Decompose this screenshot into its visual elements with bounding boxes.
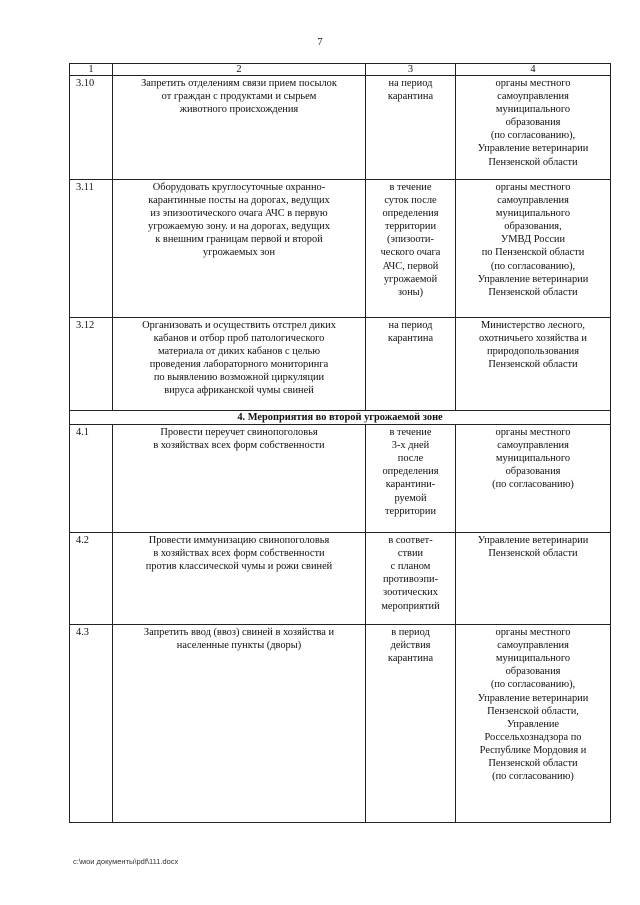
column-header: 1: [70, 64, 113, 76]
section-heading-row: [70, 411, 611, 425]
table-row: [70, 533, 611, 625]
row-responsible: органы местного самоуправления муниципального образования (по согласованию): [456, 425, 611, 533]
row-number: 3.10: [70, 76, 113, 180]
row-term: на период карантина: [366, 76, 456, 180]
row-responsible: органы местного самоуправления муниципального образования, УМВД России по Пензенской области (по согласованию), Управление ветеринарии Пензенской области: [456, 180, 611, 318]
row-responsible: Министерство лесного, охотничьего хозяйства и природопользования Пензенской области: [456, 318, 611, 411]
row-number: 4.3: [70, 625, 113, 823]
row-responsible: Управление ветеринарии Пензенской области: [456, 533, 611, 625]
measures-table: [69, 63, 611, 823]
table-row: [70, 76, 611, 180]
row-term: в течение суток после определения территории (эпизооти- ческого очага АЧС, первой угрожаемой зоны): [366, 180, 456, 318]
row-action: Запретить отделениям связи прием посылок от граждан с продуктами и сырьем животного происхождения: [113, 76, 366, 180]
table-row: [70, 318, 611, 411]
table-header-row: [70, 64, 611, 76]
row-action: Оборудовать круглосуточные охранно- карантинные посты на дорогах, ведущих из эпизоотического очага АЧС в первую угрожаемую зону. и на дорогах, ведущих к внешним границам первой и второй угрожаемых зон: [113, 180, 366, 318]
row-action: Запретить ввод (ввоз) свиней в хозяйства и населенные пункты (дворы): [113, 625, 366, 823]
table-row: [70, 425, 611, 533]
column-header: 3: [366, 64, 456, 76]
row-action: Организовать и осуществить отстрел диких кабанов и отбор проб патологического материала от диких кабанов с целью проведения лабораторного мониторинга по выявлению возможной циркуляции вируса африканской чумы свиней: [113, 318, 366, 411]
row-responsible: органы местного самоуправления муниципального образования (по согласованию), Управление ветеринарии Пензенской области, Управление Россельхознадзора по Республике Мордовия и Пензенской области (по согласованию): [456, 625, 611, 823]
row-number: 3.11: [70, 180, 113, 318]
row-term: в соответ- ствии с планом противоэпи- зоотических мероприятий: [366, 533, 456, 625]
row-action: Провести переучет свинопоголовья в хозяйствах всех форм собственности: [113, 425, 366, 533]
row-responsible: органы местного самоуправления муниципального образования (по согласованию), Управление ветеринарии Пензенской области: [456, 76, 611, 180]
row-term: в период действия карантина: [366, 625, 456, 823]
column-header: 2: [113, 64, 366, 76]
section-heading: 4. Мероприятия во второй угрожаемой зоне: [70, 411, 611, 425]
page-number: 7: [317, 37, 323, 48]
row-number: 3.12: [70, 318, 113, 411]
column-header: 4: [456, 64, 611, 76]
table-row: [70, 625, 611, 823]
row-term: на период карантина: [366, 318, 456, 411]
table-row: [70, 180, 611, 318]
footer-file-path: c:\мои документы\pdf\111.docx: [73, 857, 179, 866]
row-term: в течение 3-х дней после определения карантини- руемой территории: [366, 425, 456, 533]
row-number: 4.1: [70, 425, 113, 533]
row-action: Провести иммунизацию свинопоголовья в хозяйствах всех форм собственности против классической чумы и рожи свиней: [113, 533, 366, 625]
row-number: 4.2: [70, 533, 113, 625]
